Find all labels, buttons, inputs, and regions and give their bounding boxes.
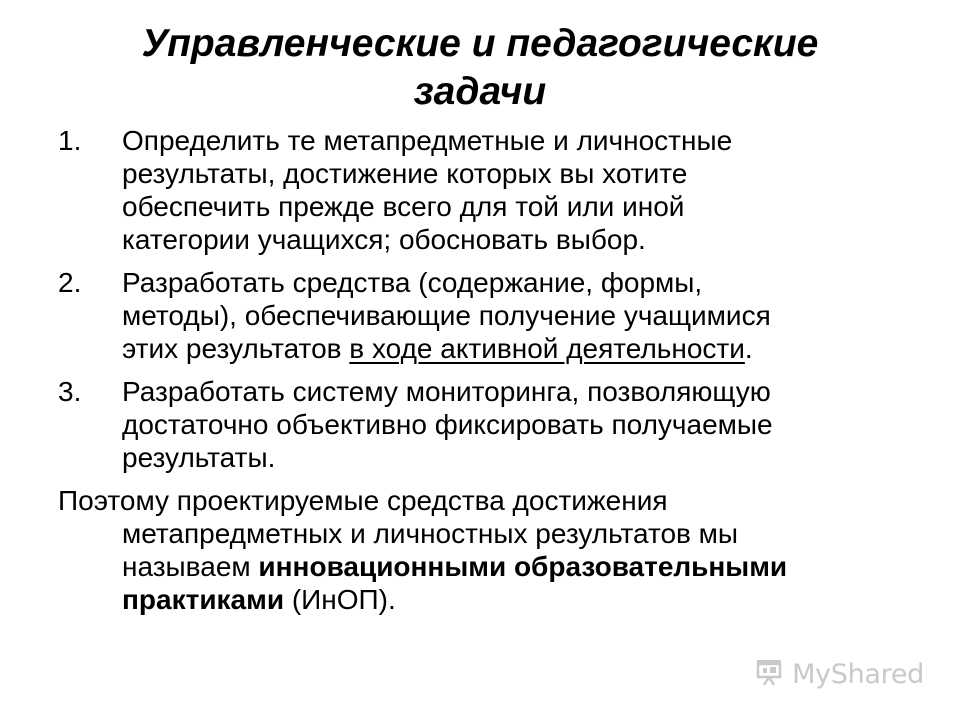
text-line: Разработать систему мониторинга, позволяющую (122, 376, 771, 407)
text-line (122, 332, 908, 365)
text-segment: . (744, 333, 753, 364)
list-item-text (122, 375, 908, 474)
text-line: метапредметных и личностных результатов мы (122, 518, 739, 549)
text-line: результаты, достижение которых вы хотите (122, 158, 688, 189)
list-item-number: 2. (58, 267, 82, 298)
text-line: Определить те метапредметные и личностные (122, 125, 733, 156)
watermark (754, 658, 924, 691)
underlined-phrase: в ходе активной деятельности (349, 333, 745, 364)
text-line (58, 583, 908, 616)
list-item-1 (58, 124, 908, 256)
slide-title-line-1: Управленческие и педагогические (141, 22, 819, 65)
text-segment: называем (122, 551, 259, 582)
text-segment: этих результатов (122, 333, 350, 364)
slide-title (60, 20, 900, 116)
slide-body (58, 124, 908, 616)
text-line: Разработать средства (содержание, формы, (122, 267, 703, 298)
text-line: достаточно объективно фиксировать получаемые (122, 409, 773, 440)
text-segment: (ИнОП). (284, 584, 396, 615)
text-line: обеспечить прежде всего для той или иной (122, 191, 685, 222)
text-line: результаты. (122, 442, 276, 473)
text-line (58, 550, 908, 583)
list-item-text (122, 266, 908, 365)
slide-title-line-2: задачи (413, 70, 547, 113)
list-item-number: 1. (58, 125, 82, 156)
bold-phrase: практиками (122, 584, 285, 615)
bold-phrase: инновационными образовательными (258, 551, 788, 582)
list-item-text (122, 124, 908, 256)
list-item-3 (58, 375, 908, 474)
text-line: Поэтому проектируемые средства достижения (58, 485, 668, 516)
text-line: категории учащихся; обосновать выбор. (122, 224, 646, 255)
list-item-2 (58, 266, 908, 365)
text-line: методы), обеспечивающие получение учащимися (122, 300, 771, 331)
projector-screen-icon (754, 658, 784, 691)
conclusion-paragraph (58, 484, 908, 616)
watermark-text: MyShared (792, 659, 924, 690)
list-item-number: 3. (58, 376, 82, 407)
